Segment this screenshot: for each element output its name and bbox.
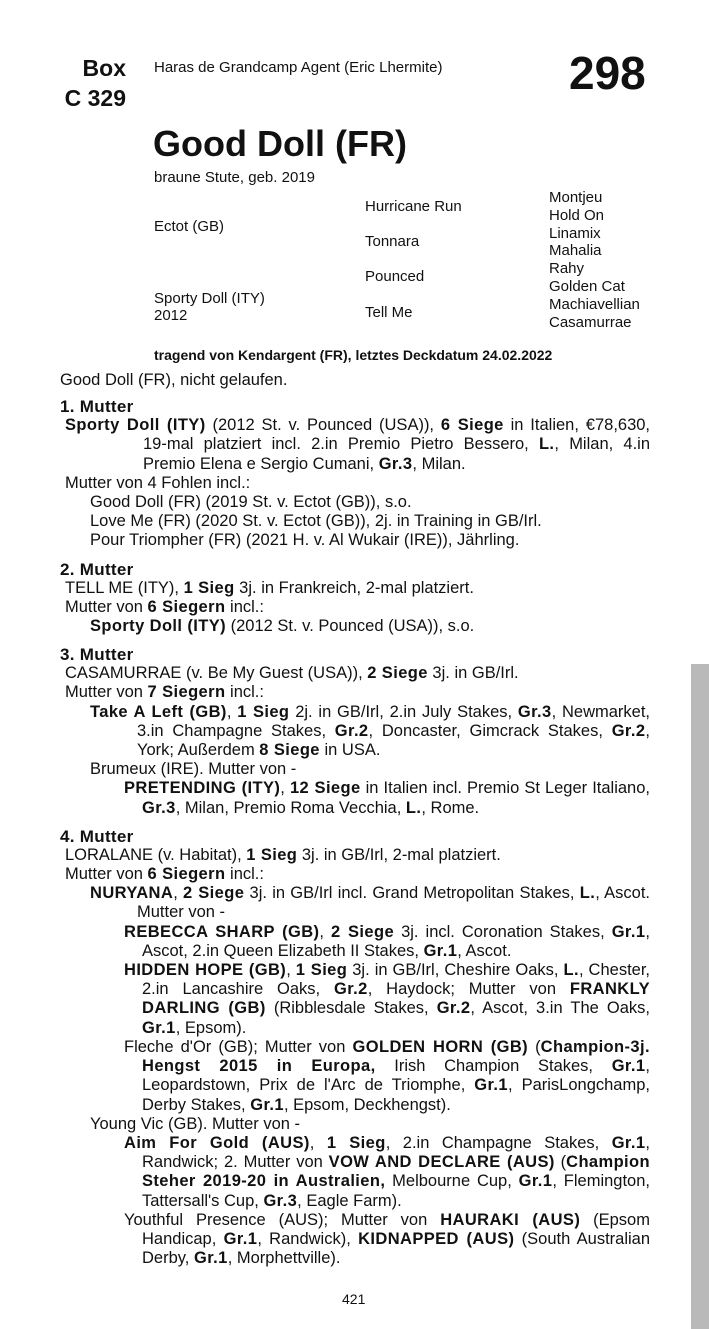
- grand-produce-item: [60, 961, 650, 1038]
- text: ,: [319, 922, 332, 941]
- group-badge: Gr.1: [611, 1057, 646, 1076]
- wins: 8 Siege: [259, 741, 320, 760]
- text: in USA.: [319, 741, 381, 760]
- text: ,: [173, 884, 184, 903]
- pedigree-grandparent: Tonnara: [365, 233, 420, 250]
- produce-item: Good Doll (FR) (2019 St. v. Ectot (GB)), s.o.: [90, 493, 412, 512]
- horse-name: REBECCA SHARP (GB): [124, 922, 320, 941]
- wins: 1 Sieg: [295, 961, 348, 980]
- produce-item: [60, 703, 650, 761]
- horse-name: VOW AND DECLARE (AUS): [328, 1153, 555, 1172]
- pedigree-dam-name: Sporty Doll (ITY): [154, 290, 265, 307]
- grand-produce-item: [60, 1211, 650, 1269]
- page-number: 421: [342, 1291, 366, 1307]
- group-badge: Gr.3: [142, 798, 176, 817]
- dam4-record: [60, 846, 650, 865]
- text: CASAMURRAE (v. Be My Guest (USA)),: [65, 664, 368, 683]
- lot-number: 298: [569, 47, 646, 99]
- winners-count: 7 Siegern: [147, 683, 226, 702]
- group-badge: Gr.1: [250, 1095, 284, 1114]
- group-badge: Gr.1: [474, 1076, 508, 1095]
- text: ,: [280, 779, 290, 798]
- text: , Milan.: [412, 454, 466, 473]
- produce-item: Love Me (FR) (2020 St. v. Ectot (GB)), 2j. in Training in GB/Irl.: [90, 512, 542, 531]
- grand-produce-item: [60, 1038, 650, 1115]
- text: LORALANE (v. Habitat),: [65, 845, 247, 864]
- text: ,: [286, 961, 296, 980]
- winners-count: 6 Siegern: [147, 597, 226, 616]
- produce-item: Pour Triompher (FR) (2021 H. v. Al Wukair (IRE)), Jährling.: [90, 531, 520, 550]
- wins: 1 Sieg: [246, 845, 298, 864]
- text: , ParisLongchamp, Derby Stakes,: [142, 1076, 650, 1114]
- produce-item: Brumeux (IRE). Mutter von -: [90, 760, 297, 779]
- text: 3j. in GB/Irl, 2-mal platziert.: [297, 845, 501, 864]
- dam1-produce-intro: Mutter von 4 Fohlen incl.:: [65, 473, 251, 492]
- group-badge: Gr.1: [223, 1229, 258, 1248]
- dam1-record: [60, 416, 650, 474]
- wins: 2 Siege: [183, 884, 245, 903]
- horse-name: Take A Left (GB): [90, 702, 227, 721]
- pedigree-grandparent: Hurricane Run: [365, 198, 462, 215]
- grand-produce-item: [60, 923, 650, 961]
- group-badge: Gr.1: [611, 922, 646, 941]
- text: 3j. incl. Coronation Stakes,: [394, 922, 612, 941]
- race-record: Good Doll (FR), nicht gelaufen.: [60, 371, 288, 389]
- group-badge: Gr.1: [518, 1172, 553, 1191]
- text: ,: [226, 702, 238, 721]
- listed-badge: L.: [538, 435, 555, 454]
- dam3-record: [60, 664, 650, 683]
- pedigree-dam: [154, 290, 265, 324]
- produce-item: [60, 884, 650, 922]
- text: , Milan, Premio Roma Vecchia,: [175, 798, 406, 817]
- group-badge: Gr.1: [423, 941, 458, 960]
- text: , Ascot, 2.in Queen Elizabeth II Stakes,: [142, 922, 650, 960]
- pedigree-great-grandparent: Mahalia: [549, 242, 602, 260]
- group-badge: Gr.1: [193, 1249, 228, 1268]
- text: (Epsom Handicap,: [142, 1210, 650, 1248]
- wins: 1 Sieg: [237, 702, 290, 721]
- wins: 2 Siege: [367, 664, 428, 683]
- dam2-produce-intro: [60, 598, 650, 617]
- text: (2012 St. v. Pounced (USA)), s.o.: [226, 617, 475, 636]
- text: incl.:: [225, 597, 264, 616]
- text: , Morphettville).: [227, 1249, 341, 1268]
- horse-name: HAURAKI (AUS): [440, 1210, 581, 1229]
- text: Melbourne Cup,: [385, 1172, 519, 1191]
- text: Mutter von: [65, 683, 148, 702]
- text: 3j. in Frankreich, 2-mal platziert.: [234, 578, 474, 597]
- text: , Ascot.: [457, 941, 512, 960]
- group-badge: Gr.2: [436, 999, 471, 1018]
- pedigree-great-grandparent: Golden Cat: [549, 277, 625, 295]
- horse-name: Aim For Gold (AUS): [124, 1133, 310, 1152]
- text: , Eagle Farm).: [297, 1191, 402, 1210]
- text: Fleche d'Or (GB); Mutter von: [124, 1037, 353, 1056]
- group-badge: Gr.3: [517, 702, 552, 721]
- consignor: Haras de Grandcamp Agent (Eric Lhermite): [154, 59, 443, 76]
- group-badge: Gr.1: [142, 1018, 176, 1037]
- text: in Italien incl. Premio St Leger Italiano,: [360, 779, 650, 798]
- text: , York; Außerdem: [137, 721, 650, 760]
- horse-name: FRANKLY DARLING (GB): [142, 980, 650, 1018]
- box-id: C 329: [64, 85, 126, 111]
- text: (2012 St. v. Pounced (USA)),: [205, 416, 441, 435]
- text: , Haydock; Mutter von: [367, 980, 570, 999]
- group-badge: Gr.2: [334, 980, 368, 999]
- winners-count: 6 Siegern: [147, 865, 226, 884]
- dam4-heading: 4. Mutter: [60, 826, 134, 846]
- pedigree-great-grandparent: Montjeu: [549, 189, 603, 206]
- horse-name: Good Doll (FR): [153, 123, 407, 164]
- group-badge: Gr.1: [611, 1133, 646, 1152]
- produce-item: [60, 617, 650, 636]
- horse-name: HIDDEN HOPE (GB): [124, 961, 287, 980]
- dam1-name: Sporty Doll (ITY): [65, 416, 206, 435]
- champion-title: Champion Steher 2019-20 in Australien,: [142, 1153, 651, 1191]
- text: , Epsom, Deckhengst).: [283, 1095, 451, 1114]
- wins: 1 Sieg: [183, 578, 235, 597]
- text: Mutter von: [65, 865, 148, 884]
- text: ,: [309, 1133, 327, 1152]
- produce-item: Young Vic (GB). Mutter von -: [90, 1114, 301, 1133]
- catalogue-text: [60, 371, 650, 1268]
- dam3-produce-intro: [60, 683, 650, 702]
- text: , Newmarket, 3.in Champagne Stakes,: [137, 702, 650, 740]
- pedigree-great-grandparent: Linamix: [549, 224, 601, 242]
- dam2-record: [60, 579, 650, 598]
- horse-name: Sporty Doll (ITY): [90, 617, 227, 636]
- text: , Milan, 4.in Premio Elena e Sergio Cumani,: [143, 435, 650, 473]
- listed-badge: L.: [405, 798, 422, 817]
- text: , Chester, 2.in Lancashire Oaks,: [142, 961, 651, 999]
- text: , Randwick),: [257, 1229, 359, 1248]
- pedigree-great-grandparent: Machiavellian: [549, 295, 640, 313]
- text: Youthful Presence (AUS); Mutter von: [124, 1210, 441, 1229]
- text: , Flemington, Tattersall's Cup,: [142, 1172, 650, 1210]
- text: , Leopardstown, Prix de l'Arc de Triomphe,: [142, 1057, 650, 1095]
- group-badge: Gr.3: [263, 1191, 298, 1210]
- horse-name: NURYANA: [90, 884, 174, 903]
- text: , Epsom).: [175, 1018, 247, 1037]
- text: TELL ME (ITY),: [65, 578, 184, 597]
- pedigree-great-grandparent: Hold On: [549, 206, 605, 224]
- group-badge: Gr.2: [611, 721, 646, 740]
- horse-name: KIDNAPPED (AUS): [358, 1229, 515, 1248]
- pedigree-great-grandparents: [549, 189, 640, 331]
- text: (Ribblesdale Stakes,: [265, 999, 437, 1018]
- dam2-heading: 2. Mutter: [60, 559, 134, 579]
- text: (: [528, 1037, 541, 1056]
- horse-description: braune Stute, geb. 2019: [154, 169, 315, 186]
- group-badge: Gr.3: [378, 454, 413, 473]
- text: incl.:: [225, 865, 264, 884]
- wins: 12 Siege: [289, 779, 361, 798]
- covering-info: tragend von Kendargent (FR), letztes Deckdatum 24.02.2022: [154, 347, 553, 363]
- text: incl.:: [225, 683, 264, 702]
- text: Irish Champion Stakes,: [375, 1057, 612, 1076]
- pedigree-grandparent: Pounced: [365, 268, 425, 285]
- pedigree-grandparent: Tell Me: [365, 304, 413, 321]
- text: , Randwick; 2. Mutter von: [142, 1133, 651, 1172]
- listed-badge: L.: [579, 884, 596, 903]
- text: 3j. in GB/Irl.: [427, 664, 519, 683]
- text: , Rome.: [421, 798, 480, 817]
- wins: 1 Sieg: [326, 1133, 386, 1152]
- dam4-produce-intro: [60, 865, 650, 884]
- horse-name: GOLDEN HORN (GB): [352, 1037, 529, 1056]
- text: in Italien, €78,630, 19-mal platziert incl. 2.in Premio Pietro Bessero,: [143, 416, 651, 454]
- box-number: [60, 53, 126, 113]
- horse-name: PRETENDING (ITY): [124, 779, 281, 798]
- listed-badge: L.: [563, 961, 579, 980]
- pedigree-dam-year: 2012: [154, 307, 188, 324]
- text: 3j. in GB/Irl incl. Grand Metropolitan Stakes,: [244, 884, 580, 903]
- dam1-heading: 1. Mutter: [60, 397, 134, 417]
- scrollbar-thumb[interactable]: [691, 664, 709, 1329]
- box-label: Box: [82, 55, 126, 81]
- text: (South Australian Derby,: [142, 1229, 651, 1268]
- wins: 6 Siege: [440, 416, 504, 435]
- dam3-heading: 3. Mutter: [60, 645, 134, 665]
- champion-title: Champion-3j. Hengst 2015 in Europa,: [142, 1037, 650, 1076]
- text: , 2.in Champagne Stakes,: [385, 1133, 612, 1152]
- group-badge: Gr.2: [334, 721, 369, 740]
- grand-produce-item: [60, 1134, 650, 1211]
- text: Mutter von: [65, 597, 148, 616]
- text: 2j. in GB/Irl, 2.in July Stakes,: [289, 702, 518, 721]
- pedigree-great-grandparent: Casamurrae: [549, 313, 632, 331]
- grand-produce-item: [60, 779, 650, 817]
- pedigree-sire: Ectot (GB): [154, 218, 225, 235]
- wins: 2 Siege: [331, 922, 395, 941]
- text: , Ascot. Mutter von -: [137, 884, 650, 922]
- pedigree-great-grandparent: Rahy: [549, 260, 585, 278]
- text: , Ascot, 3.in The Oaks,: [470, 999, 650, 1018]
- text: (: [554, 1153, 567, 1172]
- text: 3j. in GB/Irl, Cheshire Oaks,: [347, 961, 564, 980]
- text: , Doncaster, Gimcrack Stakes,: [368, 721, 612, 740]
